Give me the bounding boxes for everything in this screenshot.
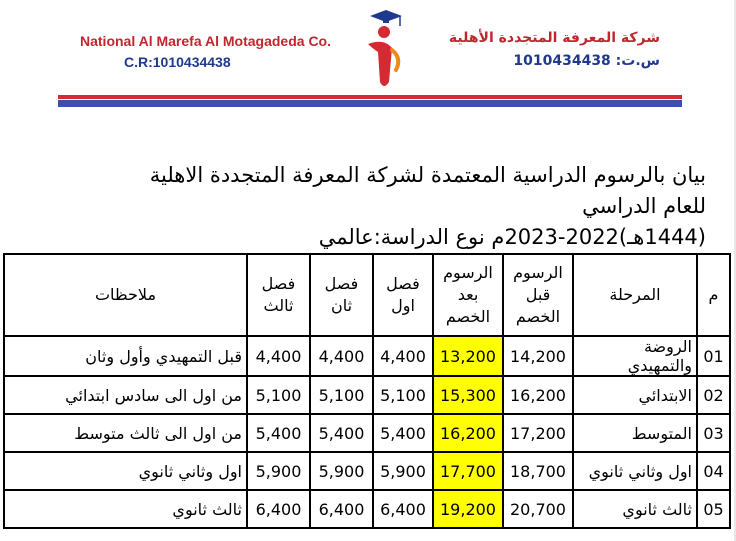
table-row xyxy=(4,490,730,528)
table-header-row xyxy=(4,254,730,336)
cell-after-discount: 17,700 xyxy=(433,452,503,490)
cell-before-discount: 16,200 xyxy=(503,376,573,414)
cell-stage: اول وثاني ثانوي xyxy=(573,452,697,490)
cell-term1: 5,900 xyxy=(373,452,433,490)
cell-before-discount: 17,200 xyxy=(503,414,573,452)
table-row xyxy=(4,336,730,376)
cell-stage: ثالث ثانوي xyxy=(573,490,697,528)
cell-index: 01 xyxy=(697,336,730,376)
cell-before-discount: 14,200 xyxy=(503,336,573,376)
cell-notes: من اول الى سادس ابتدائي xyxy=(4,376,247,414)
letterhead xyxy=(0,0,736,118)
cell-index: 02 xyxy=(697,376,730,414)
cell-notes: قبل التمهيدي وأول وثان xyxy=(4,336,247,376)
cell-term1: 4,400 xyxy=(373,336,433,376)
cell-term2: 4,400 xyxy=(310,336,373,376)
cell-stage: الابتدائي xyxy=(573,376,697,414)
company-name-english: National Al Marefa Al Motagadeda Co. xyxy=(80,33,331,49)
table-row xyxy=(4,452,730,490)
commercial-registration-english: C.R:1010434438 xyxy=(124,54,231,70)
header-term1: فصل اول xyxy=(373,254,433,336)
header-index: م xyxy=(697,254,730,336)
header-before-discount: الرسوم قبل الخصم xyxy=(503,254,573,336)
cell-index: 03 xyxy=(697,414,730,452)
company-name-arabic: شركة المعرفة المتجددة الأهلية xyxy=(448,30,660,46)
cell-after-discount: 15,300 xyxy=(433,376,503,414)
header-notes: ملاحظات xyxy=(4,254,247,336)
commercial-registration-arabic: س.ت: 1010434438 xyxy=(513,53,660,69)
cell-after-discount: 19,200 xyxy=(433,490,503,528)
cell-term1: 6,400 xyxy=(373,490,433,528)
cell-term1: 5,100 xyxy=(373,376,433,414)
cell-notes: ثالث ثانوي xyxy=(4,490,247,528)
title-line-1: بيان بالرسوم الدراسية المعتمدة لشركة المعرفة المتجددة الاهلية للعام الدراسي xyxy=(149,163,706,218)
cell-notes: من اول الى ثالث متوسط xyxy=(4,414,247,452)
header-divider-blue xyxy=(58,100,682,107)
table-row xyxy=(4,414,730,452)
cell-term3: 6,400 xyxy=(247,490,310,528)
header-after-discount: الرسوم بعد الخصم xyxy=(433,254,503,336)
cell-term2: 5,400 xyxy=(310,414,373,452)
cell-notes: اول وثاني ثانوي xyxy=(4,452,247,490)
cell-after-discount: 16,200 xyxy=(433,414,503,452)
cell-term3: 5,900 xyxy=(247,452,310,490)
header-stage: المرحلة xyxy=(573,254,697,336)
cell-before-discount: 20,700 xyxy=(503,490,573,528)
header-term2: فصل ثان xyxy=(310,254,373,336)
document-title xyxy=(106,160,706,253)
cell-index: 04 xyxy=(697,452,730,490)
cell-term3: 5,400 xyxy=(247,414,310,452)
cell-after-discount: 13,200 xyxy=(433,336,503,376)
title-line-2: (1444هـ)2022-2023م نوع الدراسة:عالمي xyxy=(318,225,706,249)
cell-term2: 6,400 xyxy=(310,490,373,528)
cell-stage: الروضة والتمهيدي xyxy=(573,336,697,376)
company-logo-icon xyxy=(362,6,406,92)
cell-term3: 5,100 xyxy=(247,376,310,414)
fees-table xyxy=(3,253,731,529)
cell-term2: 5,900 xyxy=(310,452,373,490)
cell-term2: 5,100 xyxy=(310,376,373,414)
cell-before-discount: 18,700 xyxy=(503,452,573,490)
cell-term1: 5,400 xyxy=(373,414,433,452)
header-divider-red xyxy=(58,95,682,99)
table-row xyxy=(4,376,730,414)
cell-stage: المتوسط xyxy=(573,414,697,452)
cell-index: 05 xyxy=(697,490,730,528)
cell-term3: 4,400 xyxy=(247,336,310,376)
header-term3: فصل ثالث xyxy=(247,254,310,336)
